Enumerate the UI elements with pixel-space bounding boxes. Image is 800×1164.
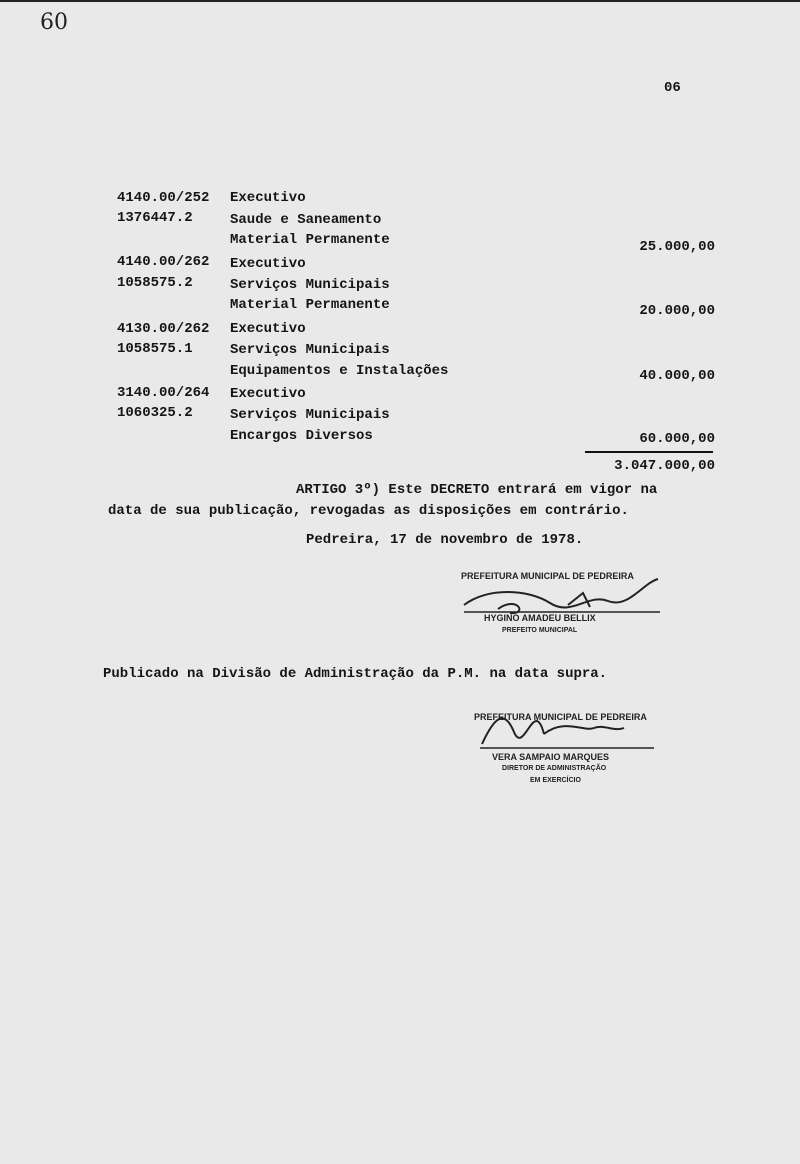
entry-desc-line: Saude e Saneamento (230, 212, 382, 228)
entry-desc-line: Material Permanente (230, 297, 390, 313)
stamp-name: HYGINO AMADEU BELLIX (484, 613, 596, 623)
entry-code: 3140.00/264 (117, 385, 210, 401)
page-number: 06 (664, 80, 681, 96)
entry-desc-line: Encargos Diversos (230, 428, 373, 444)
page-top-edge (0, 0, 800, 2)
folio-number: 60 (40, 10, 68, 35)
stamp-name: VERA SAMPAIO MARQUES (492, 752, 610, 762)
entry-amount: 40.000,00 (639, 368, 715, 384)
entry-desc-line: Serviços Municipais (230, 342, 390, 358)
stamp-title: EM EXERCÍCIO (530, 777, 581, 784)
entry-desc-line: Executivo (230, 321, 306, 337)
total-underline (585, 451, 713, 453)
entry-desc-line: Serviços Municipais (230, 277, 390, 293)
entry-desc-line: Material Permanente (230, 232, 390, 248)
entry-desc-line: Serviços Municipais (230, 407, 390, 423)
entry-amount: 25.000,00 (639, 239, 715, 255)
published-note: Publicado na Divisão de Administração da P.M. na data supra. (103, 666, 608, 682)
entry-desc-line: Executivo (230, 256, 306, 272)
entry-code: 4130.00/262 (117, 321, 210, 337)
entry-code: 4140.00/262 (117, 254, 210, 270)
entry-desc-line: Executivo (230, 190, 306, 206)
article-text: data de sua publicação, revogadas as disposições em contrário. (108, 503, 629, 519)
stamp-prefeitura-header: PREFEITURA MUNICIPAL DE PEDREIRA (461, 571, 634, 581)
entry-sub-code: 1060325.2 (117, 405, 193, 421)
entry-code: 4140.00/252 (117, 190, 210, 206)
entry-amount: 60.000,00 (639, 431, 715, 447)
entry-sub-code: 1058575.2 (117, 275, 193, 291)
entry-amount: 20.000,00 (639, 303, 715, 319)
entry-sub-code: 1376447.2 (117, 210, 193, 226)
entry-sub-code: 1058575.1 (117, 341, 193, 357)
grand-total: 3.047.000,00 (614, 458, 715, 474)
article-heading: ARTIGO 3º) Este DECRETO entrará em vigor na (296, 482, 658, 498)
stamp-prefeitura-header: PREFEITURA MUNICIPAL DE PEDREIRA (474, 712, 647, 722)
signature-director (474, 688, 674, 754)
stamp-title: DIRETOR DE ADMINISTRAÇÃO (502, 765, 607, 772)
stamp-title: PREFEITO MUNICIPAL (502, 627, 578, 634)
entry-desc-line: Equipamentos e Instalações (230, 363, 449, 379)
entry-desc-line: Executivo (230, 386, 306, 402)
date-line: Pedreira, 17 de novembro de 1978. (306, 532, 584, 548)
